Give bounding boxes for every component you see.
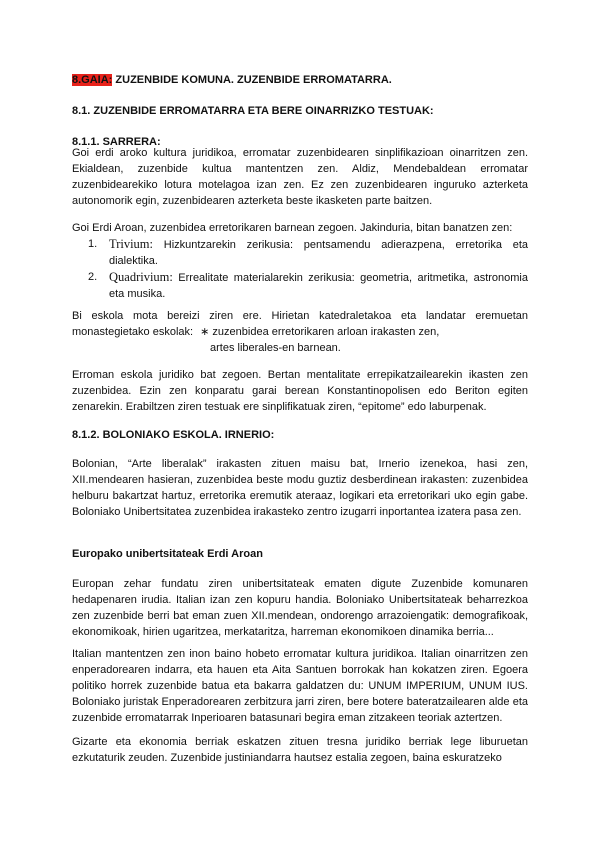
eskola-line-1: Bi eskola mota bereizi ziren ere. Hirietan katedraletakoa eta landatar eremuetan bbox=[72, 310, 528, 322]
sarrera-paragraph-1: Goi erdi aroko kultura juridikoa, erromatar zuzenbidearen sinplifikazioan oinarritzen zen. Ekialdean, zuzenbide kultua mantentzen zen. Aldiz, Mendebaldean erromatar zuzenbidearekiko lotura motelagoa izan zen. Ez zen zuzenbidearen inguruko azterketa autonomorik egin, zuzenbidearen azterketa beste ikasketen parte baitzen. bbox=[72, 147, 528, 207]
list-term: Quadrivium: bbox=[109, 270, 173, 284]
list-text: Errealitate materialarekin zerikusia: geometria, aritmetika, astronomia eta musika. bbox=[109, 272, 528, 300]
section-heading-8-1-1: 8.1.1. SARRERA: bbox=[72, 136, 161, 148]
gizarte-paragraph: Gizarte eta ekonomia berriak eskatzen zituen tresna juridiko berriak lege liburuetan ezkutaturik zeuden. Zuzenbide justiniandarra hautsez estalia zegoen, baina eskuratzeko bbox=[72, 736, 528, 764]
europa-heading: Europako unibertsitateak Erdi Aroan bbox=[72, 548, 263, 560]
chapter-title-text: ZUZENBIDE KOMUNA. ZUZENBIDE ERROMATARRA. bbox=[112, 74, 392, 86]
list-number: 2. bbox=[88, 271, 98, 283]
eskola-line-2-note: ∗ zuzenbidea erretorikaren arloan irakasten zen, bbox=[200, 326, 440, 338]
list-item bbox=[88, 269, 528, 302]
europa-paragraph-1: Europan zehar fundatu ziren unibertsitateak ematen digute Zuzenbide komunaren hedapenaren irudia. Italian izan zen kopuru handia. Boloniako Unibertsitateak beharrezkoa zen zuzenbide berri bat eman zuen XII.mendean, ondorengo arrazoiengatik: demografikoak, ekonomikoak, hirien ugaritzea, merkataritza, harreman ekonomikoen dinamika berria... bbox=[72, 578, 528, 638]
chapter-tag-highlight: 8.GAIA: bbox=[72, 74, 113, 86]
section-heading-8-1: 8.1. ZUZENBIDE ERROMATARRA ETA BERE OINARRIZKO TESTUAK: bbox=[72, 105, 434, 117]
section-heading-8-1-2: 8.1.2. BOLONIAKO ESKOLA. IRNERIO: bbox=[72, 429, 275, 441]
sarrera-paragraph-2: Goi Erdi Aroan, zuzenbidea erretorikaren barnean zegoen. Jakinduria, bitan banatzen zen: bbox=[72, 222, 513, 234]
list-term: Trivium: bbox=[109, 237, 154, 251]
list-item bbox=[88, 236, 528, 269]
list-text: Hizkuntzarekin zerikusia: pentsamendu adierazpena, erretorika eta dialektika. bbox=[109, 239, 528, 267]
eskola-paragraph bbox=[72, 308, 528, 356]
bolonia-paragraph: Bolonian, “Arte liberalak” irakasten zituen maisu bat, Irnerio izenekoa, hasi zen, XII.mendearen hasieran, zuzenbidea beste modu guztiz desberdinean irakasten: zuzenbidea helburu bakartzat hartuz, erretorika eremutik ateraaz, logikari eta erretorikari uko egin gabe. Boloniako Unibertsitatea zuzenbidea irakasteko zentro izugarri inportantea izatera pasa zen. bbox=[72, 458, 528, 518]
jakinduria-list bbox=[88, 236, 528, 302]
chapter-title bbox=[72, 72, 528, 88]
erroman-paragraph: Erroman eskola juridiko bat zegoen. Bertan mentalitate errepikatzailearekin ikasten zen zuzenbidea. Ezin zen konparatu garai berean Konstantinopolisen edo Beriton egiten zenarekin. Erabiltzen ziren testuak ere sinplifikatuak ziren, “epitome” edo laburpenak. bbox=[72, 369, 528, 413]
eskola-line-3: artes liberales-en barnean. bbox=[210, 342, 341, 354]
eskola-line-2 bbox=[72, 324, 528, 340]
europa-paragraph-2: Italian mantentzen zen inon baino hobeto erromatar kultura juridikoa. Italian oinarritzen zen enperadorearen indarra, eta hauen eta Aita Santuen borrokak han kokatzen ziren. Egoera politiko horrek zuzenbide batua eta bakarra galdatzen du: UNUM IMPERIUM, UNUM IUS. Boloniako juristak Enperadorearen zerbitzura jarri ziren, bere botere bateratzailearen alde eta zuzenbide erromatarrak Inperioaren batasunari begira eman zitzakeen teoriak aztertzen. bbox=[72, 648, 528, 724]
list-number: 1. bbox=[88, 238, 98, 250]
eskola-line-2-label: monastegietako eskolak: bbox=[72, 326, 194, 338]
